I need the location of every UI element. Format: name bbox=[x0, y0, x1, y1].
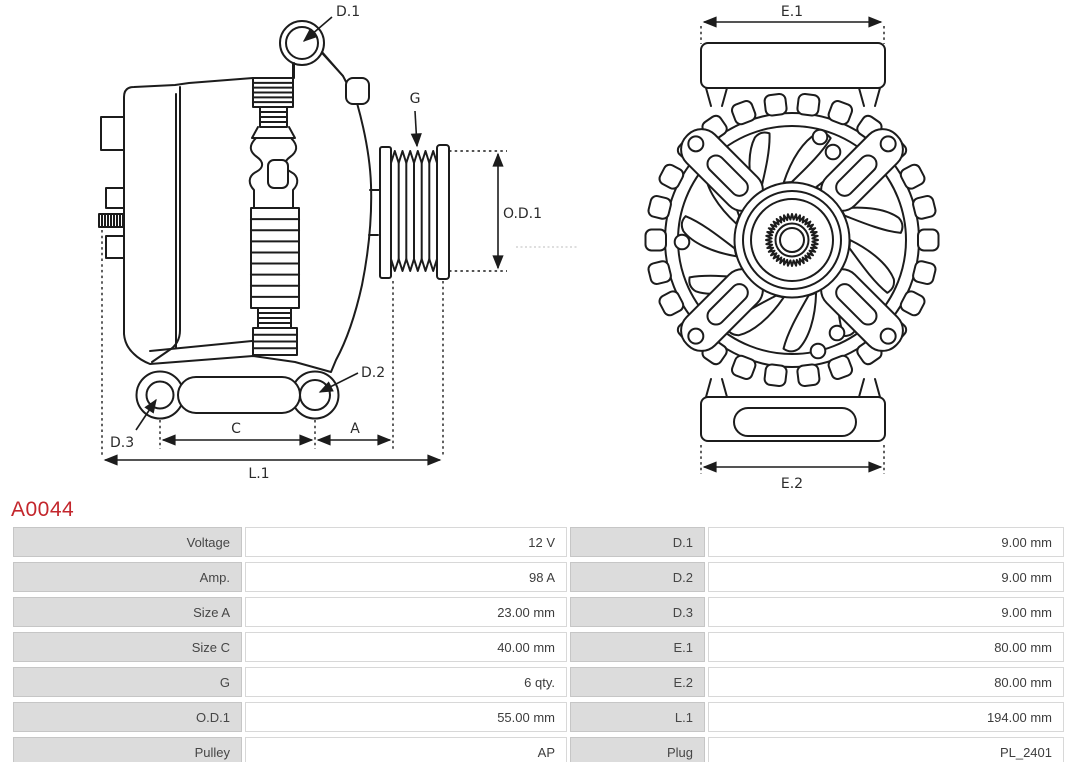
leader-g bbox=[415, 111, 417, 146]
spec-label-left: Amp. bbox=[13, 562, 242, 592]
bottom-bracket bbox=[701, 379, 885, 441]
spec-row bbox=[13, 632, 1064, 662]
spec-value-left: 98 A bbox=[245, 562, 567, 592]
spec-value-left: 6 qty. bbox=[245, 667, 567, 697]
spec-value-right: PL_2401 bbox=[708, 737, 1064, 762]
spec-label-right: D.3 bbox=[570, 597, 705, 627]
spec-table bbox=[10, 522, 1067, 762]
pulley-grooves bbox=[391, 151, 437, 271]
top-bracket bbox=[701, 43, 885, 106]
dim-label-c: C bbox=[231, 421, 241, 437]
spec-table-body bbox=[13, 527, 1064, 762]
spec-value-right: 194.00 mm bbox=[708, 702, 1064, 732]
dim-label-a: A bbox=[350, 421, 360, 437]
pulley bbox=[380, 145, 449, 279]
spec-row bbox=[13, 562, 1064, 592]
spec-label-right: D.2 bbox=[570, 562, 705, 592]
dim-label-e2: E.2 bbox=[780, 476, 804, 492]
alternator-front-view bbox=[646, 4, 939, 492]
spec-row bbox=[13, 527, 1064, 557]
mount-ear-hole bbox=[286, 27, 318, 59]
spec-label-left: G bbox=[13, 667, 242, 697]
spec-value-left: 55.00 mm bbox=[245, 702, 567, 732]
dim-label-d3: D.3 bbox=[110, 435, 135, 451]
spec-value-right: 9.00 mm bbox=[708, 597, 1064, 627]
spec-label-left: O.D.1 bbox=[13, 702, 242, 732]
spec-label-right: Plug bbox=[570, 737, 705, 762]
dim-label-e1: E.1 bbox=[780, 4, 804, 20]
shaft-hole bbox=[780, 228, 804, 252]
spec-label-right: L.1 bbox=[570, 702, 705, 732]
dim-label-l1: L.1 bbox=[248, 466, 270, 482]
spec-value-right: 9.00 mm bbox=[708, 527, 1064, 557]
spec-label-right: D.1 bbox=[570, 527, 705, 557]
dim-label-od1: O.D.1 bbox=[503, 206, 543, 222]
dim-label-d2: D.2 bbox=[361, 365, 386, 381]
dim-label-d1: D.1 bbox=[336, 4, 361, 20]
mounting-lugs bbox=[137, 372, 339, 419]
pulley-front-flange bbox=[437, 145, 449, 279]
alternator-body-outline bbox=[124, 53, 371, 372]
dim-label-g: G bbox=[409, 91, 421, 107]
spec-row bbox=[13, 597, 1064, 627]
spec-row bbox=[13, 702, 1064, 732]
spec-row bbox=[13, 667, 1064, 697]
lug-bar-slot bbox=[178, 377, 300, 413]
bottom-bracket-slot bbox=[734, 408, 856, 436]
spec-label-right: E.2 bbox=[570, 667, 705, 697]
spec-value-right: 80.00 mm bbox=[708, 667, 1064, 697]
lug-left-hole bbox=[147, 382, 174, 409]
pulley-front bbox=[735, 183, 850, 298]
spec-row bbox=[13, 737, 1064, 762]
threaded-stud-hatch bbox=[102, 215, 126, 226]
pulley-back-plate bbox=[380, 147, 391, 278]
spec-value-left: 12 V bbox=[245, 527, 567, 557]
spec-label-left: Size C bbox=[13, 632, 242, 662]
spec-label-left: Voltage bbox=[13, 527, 242, 557]
spec-label-left: Size A bbox=[13, 597, 242, 627]
lug-right-hole bbox=[300, 380, 330, 410]
spec-value-left: 23.00 mm bbox=[245, 597, 567, 627]
part-number: A0044 bbox=[11, 498, 75, 521]
spec-value-left: AP bbox=[245, 737, 567, 762]
spec-value-right: 9.00 mm bbox=[708, 562, 1064, 592]
spec-value-right: 80.00 mm bbox=[708, 632, 1064, 662]
alternator-side-view bbox=[99, 4, 578, 482]
spec-label-left: Pulley bbox=[13, 737, 242, 762]
spec-value-left: 40.00 mm bbox=[245, 632, 567, 662]
body-shoulder-bump bbox=[346, 78, 369, 104]
spec-label-right: E.1 bbox=[570, 632, 705, 662]
